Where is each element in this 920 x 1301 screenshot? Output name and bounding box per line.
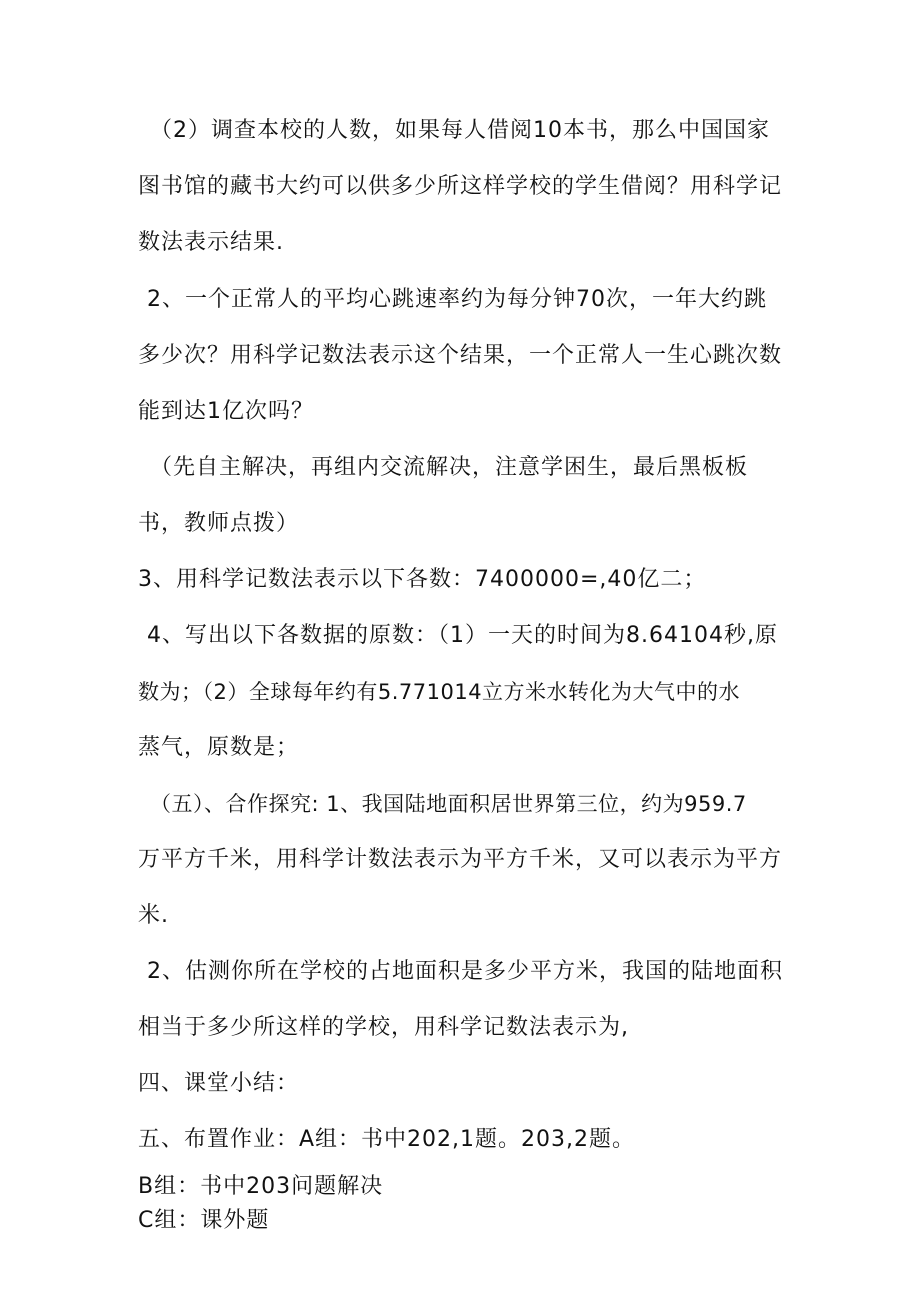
text-line-7: （先自主解决，再组内交流解决，注意学困生，最后黑板板: [150, 455, 749, 480]
text-line-11: 数为；（2）全球每年约有5.771014立方米水转化为大气中的水: [138, 680, 741, 704]
text-line-6: 能到达1亿次吗？: [138, 399, 314, 424]
homework-group-b: B组：书中203问题解决: [138, 1174, 384, 1199]
text-line-10: 4、写出以下各数据的原数：（1）一天的时间为8.64104秒,原: [147, 623, 778, 648]
text-line-2: 图书馆的藏书大约可以供多少所这样学校的学生借阅？用科学记: [138, 174, 783, 199]
section-heading-homework: 五、布置作业：A组：书中202,1题。203,2题。: [138, 1127, 636, 1152]
text-line-13: （五）、合作探究: 1、我国陆地面积居世界第三位，约为959.7: [150, 792, 747, 816]
section-heading-summary: 四、课堂小结：: [138, 1071, 300, 1096]
homework-group-c: C组：课外题: [138, 1208, 270, 1233]
text-line-1: （2）调查本校的人数，如果每人借阅10本书，那么中国国家: [150, 118, 770, 143]
text-line-3: 数法表示结果.: [138, 230, 284, 255]
text-line-9: 3、用科学记数法表示以下各数：7400000=,40亿二；: [138, 567, 707, 592]
text-line-17: 相当于多少所这样的学校，用科学记数法表示为,: [138, 1015, 629, 1040]
text-line-16: 2、估测你所在学校的占地面积是多少平方米，我国的陆地面积: [147, 959, 783, 984]
text-line-15: 米.: [138, 903, 169, 928]
text-line-4: 2、一个正常人的平均心跳速率约为每分钟70次，一年大约跳: [147, 287, 767, 312]
text-line-5: 多少次？用科学记数法表示这个结果，一个正常人一生心跳次数: [138, 343, 783, 368]
text-line-8: 书，教师点拨）: [138, 511, 300, 536]
text-line-14: 万平方千米，用科学计数法表示为平方千米，又可以表示为平方: [138, 847, 783, 872]
text-line-12: 蒸气，原数是；: [138, 735, 300, 760]
